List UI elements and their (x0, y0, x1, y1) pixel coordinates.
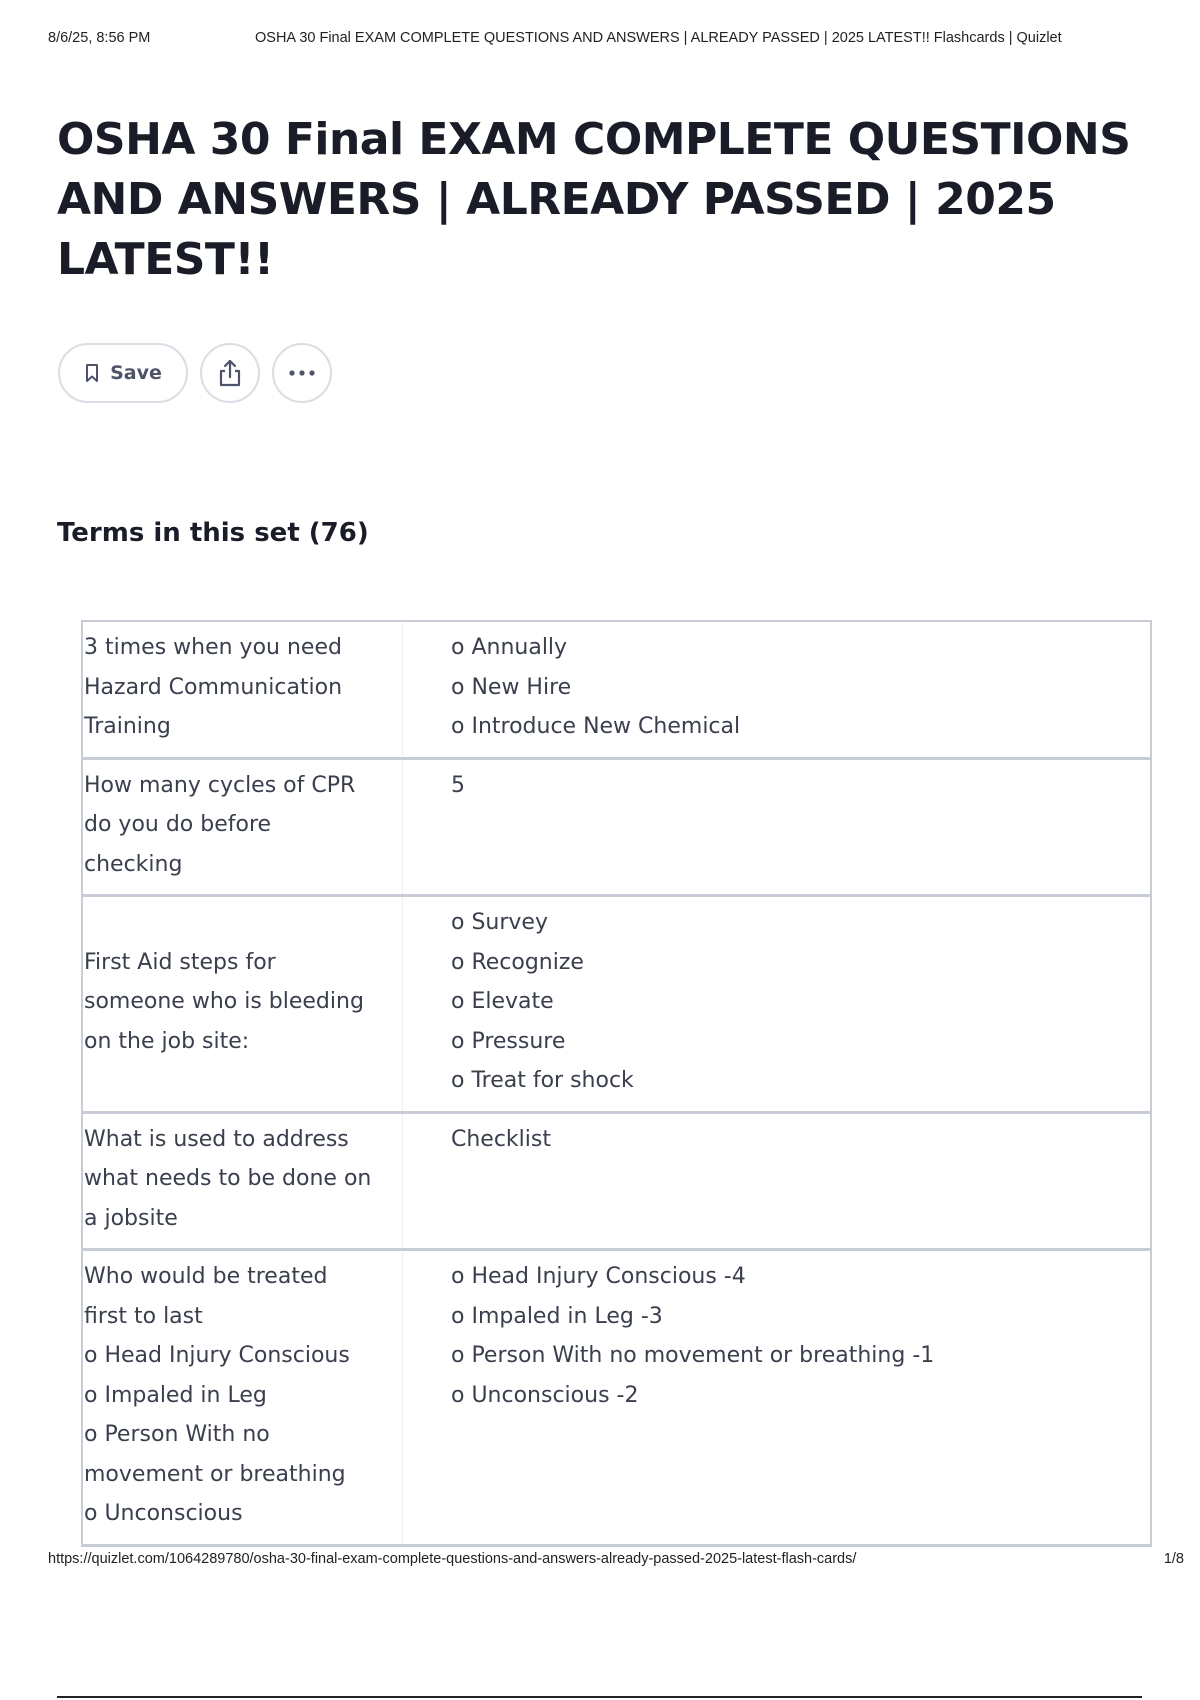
term-row[interactable] (83, 1114, 1150, 1252)
answer-line: o New Hire (451, 674, 572, 700)
title-line: OSHA 30 Final EXAM COMPLETE QUESTIONS (57, 114, 1131, 165)
term-answer (403, 760, 1150, 895)
answer-line: o Introduce New Chemical (451, 714, 741, 739)
print-doc-title: OSHA 30 Final EXAM COMPLETE QUESTIONS AND ANSWERS | ALREADY PASSED | 2025 LATEST!! Flashcards | Quizlet (255, 30, 1062, 46)
question-line: checking (84, 851, 183, 877)
term-answer (403, 1251, 1150, 1544)
question-line: a jobsite (84, 1205, 178, 1231)
answer-line: 5 (451, 772, 465, 798)
question-line: How many cycles of CPR (84, 772, 356, 798)
term-question (83, 1114, 403, 1249)
term-row[interactable] (83, 760, 1150, 898)
question-line: movement or breathing (84, 1461, 346, 1487)
question-line: Who would be treated (84, 1264, 328, 1289)
question-line: o Head Injury Conscious (84, 1343, 350, 1368)
save-label: Save (110, 362, 162, 384)
question-line: 3 times when you need (84, 635, 342, 660)
answer-line: o Survey (451, 910, 548, 935)
save-button[interactable] (58, 343, 188, 403)
share-button[interactable] (200, 343, 260, 403)
question-line: what needs to be done on (84, 1166, 372, 1191)
page-number: 1/8 (1163, 1551, 1184, 1567)
title-line: LATEST!! (57, 234, 274, 285)
answer-line: o Impaled in Leg -3 (451, 1303, 663, 1329)
term-answer (403, 622, 1150, 757)
answer-line: o Unconscious -2 (451, 1382, 639, 1408)
bookmark-icon (84, 363, 100, 383)
term-answer (403, 897, 1150, 1111)
term-question (83, 622, 403, 757)
question-line: First Aid steps for (84, 949, 276, 975)
more-icon (288, 369, 316, 377)
term-question (83, 897, 403, 1111)
term-row[interactable] (83, 897, 1150, 1114)
share-icon (216, 358, 244, 388)
answer-line: o Annually (451, 635, 568, 660)
print-date: 8/6/25, 8:56 PM (48, 30, 151, 46)
bottom-divider (57, 1696, 1142, 1698)
term-row[interactable] (83, 622, 1150, 760)
question-line: o Impaled in Leg (84, 1382, 267, 1408)
question-line: do you do before (84, 812, 272, 837)
title-line: AND ANSWERS | ALREADY PASSED | 2025 (57, 174, 1056, 225)
question-line: first to last (84, 1303, 203, 1329)
term-row[interactable] (83, 1251, 1150, 1547)
terms-list (81, 620, 1152, 1547)
question-line: What is used to address (84, 1126, 349, 1152)
answer-line: o Person With no movement or breathing -1 (451, 1343, 935, 1368)
page-title (57, 110, 1137, 290)
term-answer (403, 1114, 1150, 1249)
question-line: Training (84, 714, 171, 739)
action-bar (58, 343, 332, 403)
answer-line: o Elevate (451, 989, 554, 1014)
answer-line: o Pressure (451, 1028, 566, 1054)
term-question (83, 1251, 403, 1544)
question-line: someone who is bleeding (84, 989, 364, 1014)
question-line: on the job site: (84, 1028, 250, 1054)
question-line: o Person With no (84, 1422, 270, 1447)
question-line: o Unconscious (84, 1501, 243, 1526)
answer-line: Checklist (451, 1126, 551, 1152)
answer-line: o Treat for shock (451, 1068, 634, 1093)
term-question (83, 760, 403, 895)
more-button[interactable] (272, 343, 332, 403)
print-url: https://quizlet.com/1064289780/osha-30-final-exam-complete-questions-and-answers-already-passed-2025-latest-flash-cards/ (48, 1551, 857, 1567)
answer-line: o Recognize (451, 949, 584, 975)
terms-heading: Terms in this set (76) (57, 518, 369, 548)
question-line: Hazard Communication (84, 674, 343, 700)
answer-line: o Head Injury Conscious -4 (451, 1264, 746, 1289)
